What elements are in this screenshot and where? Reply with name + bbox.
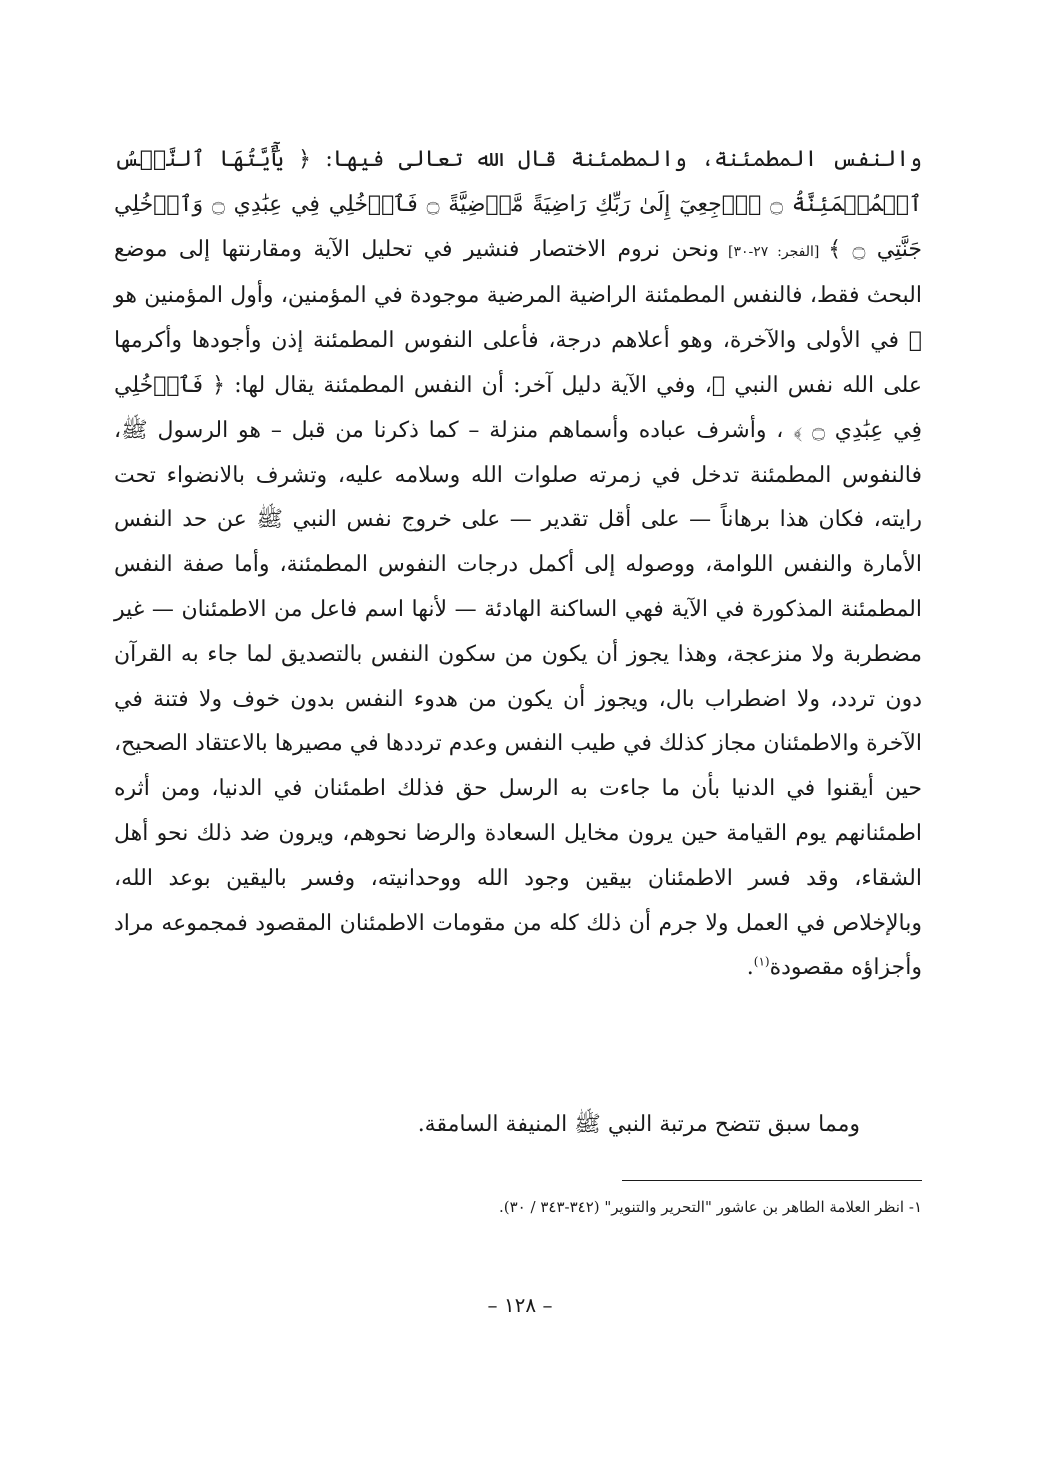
quran-verse-fajr-29: ﴿ فَٱدۡخُلِي فِي عِبَٰدِي ۝ ﴾ (114, 372, 923, 443)
closing-sentence: ومما سبق تتضح مرتبة النبي ﷺ المنيفة السامقة. (417, 1112, 860, 1137)
paragraph-end: . (746, 955, 754, 981)
surah-reference: [الفجر: ٢٧-٣٠] (719, 243, 829, 260)
footnote-divider (622, 1180, 922, 1181)
page-number: – ١٢٨ – (487, 1293, 553, 1317)
footnote-marker: (١) (753, 955, 770, 970)
footnote: ١- انظر العلامة الطاهر بن عاشور "التحرير والتنوير" (٣٤٢-٣٤٣ / ٣٠). (499, 1198, 922, 1216)
paragraph-body-2: ، وأشرف عباده وأسماهم منزلة – كما ذكرنا من قبل – هو الرسول ﷺ، فالنفوس المطمئنة تدخل في زمرته صلوات الله وسلامه عليه، وتشرف بالانضواء تحت رايته، فكان هذا برهاناً — على أقل تقدير — على خروج نفس النبي ﷺ عن حد النفس الأمارة والنفس اللوامة، ووصوله إلى أكمل درجات النفوس المطمئنة، وأما صفة النفس المطمئنة المذكورة في الآية فهي الساكنة الهادئة — لأنها اسم فاعل من الاطمئنان — غير مضطربة ولا منزعجة، وهذا يجوز أن يكون من سكون النفس بالتصديق لما جاء به القرآن دون تردد، ولا اضطراب بال، ويجوز أن يكون من هدوء النفس بدون خوف ولا فتنة في الآخرة والاطمئنان مجاز كذلك في طيب النفس وعدم ترددها في مصيرها بالاعتقاد الصحيح، حين أيقنوا في الدنيا بأن ما جاءت به الرسل حق فذلك اطمئنان في الدنيا، ومن أثره اطمئنانهم يوم القيامة حين يرون مخايل السعادة والرضا نحوهم، ويرون ضد ذلك نحو أهل الشقاء، وقد فسر الاطمئنان بيقين وجود الله ووحدانيته، وفسر باليقين بوعد الله، وبالإخلاص في العمل ولا جرم أن ذلك كله من مقومات الاطمئنان المقصود فمجموعه مراد وأجزاؤه مقصودة (114, 417, 922, 981)
paragraph-body-1: ونحن نروم الاختصار فنشير في تحليل الآية ومقارنتها إلى موضع البحث فقط، فالنفس المطمئنة الراضية المرضية موجودة في المؤمنين، وأول المؤمنين هو ﷺ في الأولى والآخرة، وهو أعلاهم درجة، فأعلى النفوس المطمئنة إذن وأجودها وأكرمها على الله نفس النبي ﷺ، وفي الآية دليل آخر: أن النفس المطمئنة يقال لها: (114, 236, 922, 398)
quran-verse-fajr-27-30: ﴿ يَٰٓأَيَّتُهَا ٱلنَّفۡسُ ٱلۡمُطۡمَئِنَّةُ ۝ ٱرۡجِعِيٓ إِلَىٰ رَبِّكِ رَاضِيَةً مَّرۡضِيَّةً ۝ فَٱدۡخُلِي فِي عِبَٰدِي ۝ وَٱدۡخُلِي جَنَّتِي ۝ ﴾ (114, 147, 922, 262)
main-text-block (114, 138, 922, 991)
paragraph-intro: والنفس المطمئنة، والمطمئنة قال الله تعالى فيها: (311, 147, 922, 172)
main-paragraph (114, 138, 922, 991)
